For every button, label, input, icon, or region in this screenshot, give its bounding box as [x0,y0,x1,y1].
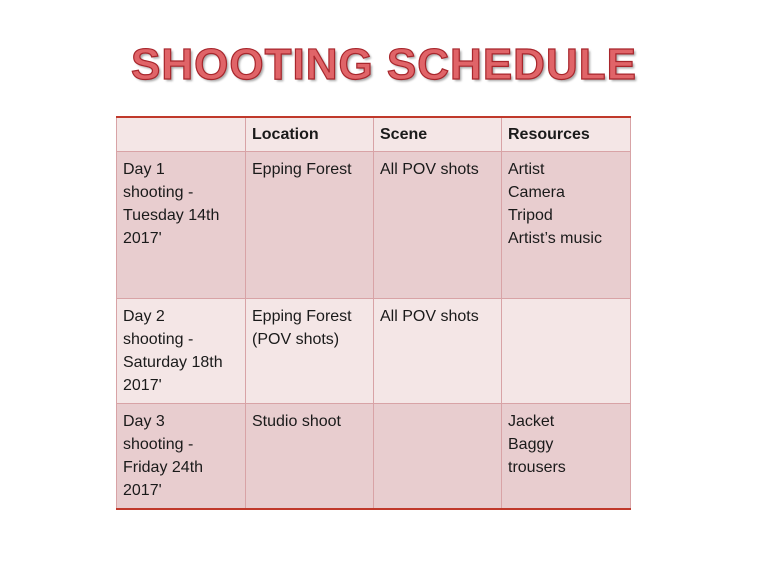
header-row [117,117,631,152]
header-cell-day [117,117,246,152]
location-line: Epping Forest [252,308,352,325]
resources-cell [502,299,631,404]
day-line: shooting - [123,436,194,453]
header-cell-resources: Resources [502,117,631,152]
scene-cell [374,152,502,299]
day-line: 2017' [123,377,162,394]
table-row [117,404,631,510]
table-row [117,152,631,299]
table-row [117,299,631,404]
resource-line: Artist’s music [508,230,602,247]
day-line: Day 1 [123,161,165,178]
day-cell [117,404,246,510]
location-cell [246,299,374,404]
scene-line: All POV shots [380,161,479,178]
day-line: Day 3 [123,413,165,430]
header-cell-scene: Scene [374,117,502,152]
scene-cell [374,299,502,404]
resource-line: Artist [508,161,545,178]
day-line: 2017' [123,482,162,499]
day-cell [117,299,246,404]
scene-cell [374,404,502,510]
location-cell [246,152,374,299]
resource-line: trousers [508,459,566,476]
day-cell [117,152,246,299]
schedule-table [116,116,631,510]
location-line: (POV shots) [252,331,340,348]
header-cell-location: Location [246,117,374,152]
day-line: Tuesday 14th [123,207,220,224]
resource-line: Baggy [508,436,554,453]
day-line: shooting - [123,331,194,348]
scene-line: All POV shots [380,308,479,325]
day-line: Saturday 18th [123,354,223,371]
day-line: Day 2 [123,308,165,325]
resources-cell [502,404,631,510]
day-line: 2017' [123,230,162,247]
resource-line: Camera [508,184,565,201]
day-line: shooting - [123,184,194,201]
location-line: Epping Forest [252,161,352,178]
resources-cell [502,152,631,299]
page-title: SHOOTING SCHEDULE [131,40,637,89]
day-line: Friday 24th [123,459,204,476]
location-cell [246,404,374,510]
resource-line: Jacket [508,413,555,430]
location-line: Studio shoot [252,413,341,430]
resource-line: Tripod [508,207,553,224]
